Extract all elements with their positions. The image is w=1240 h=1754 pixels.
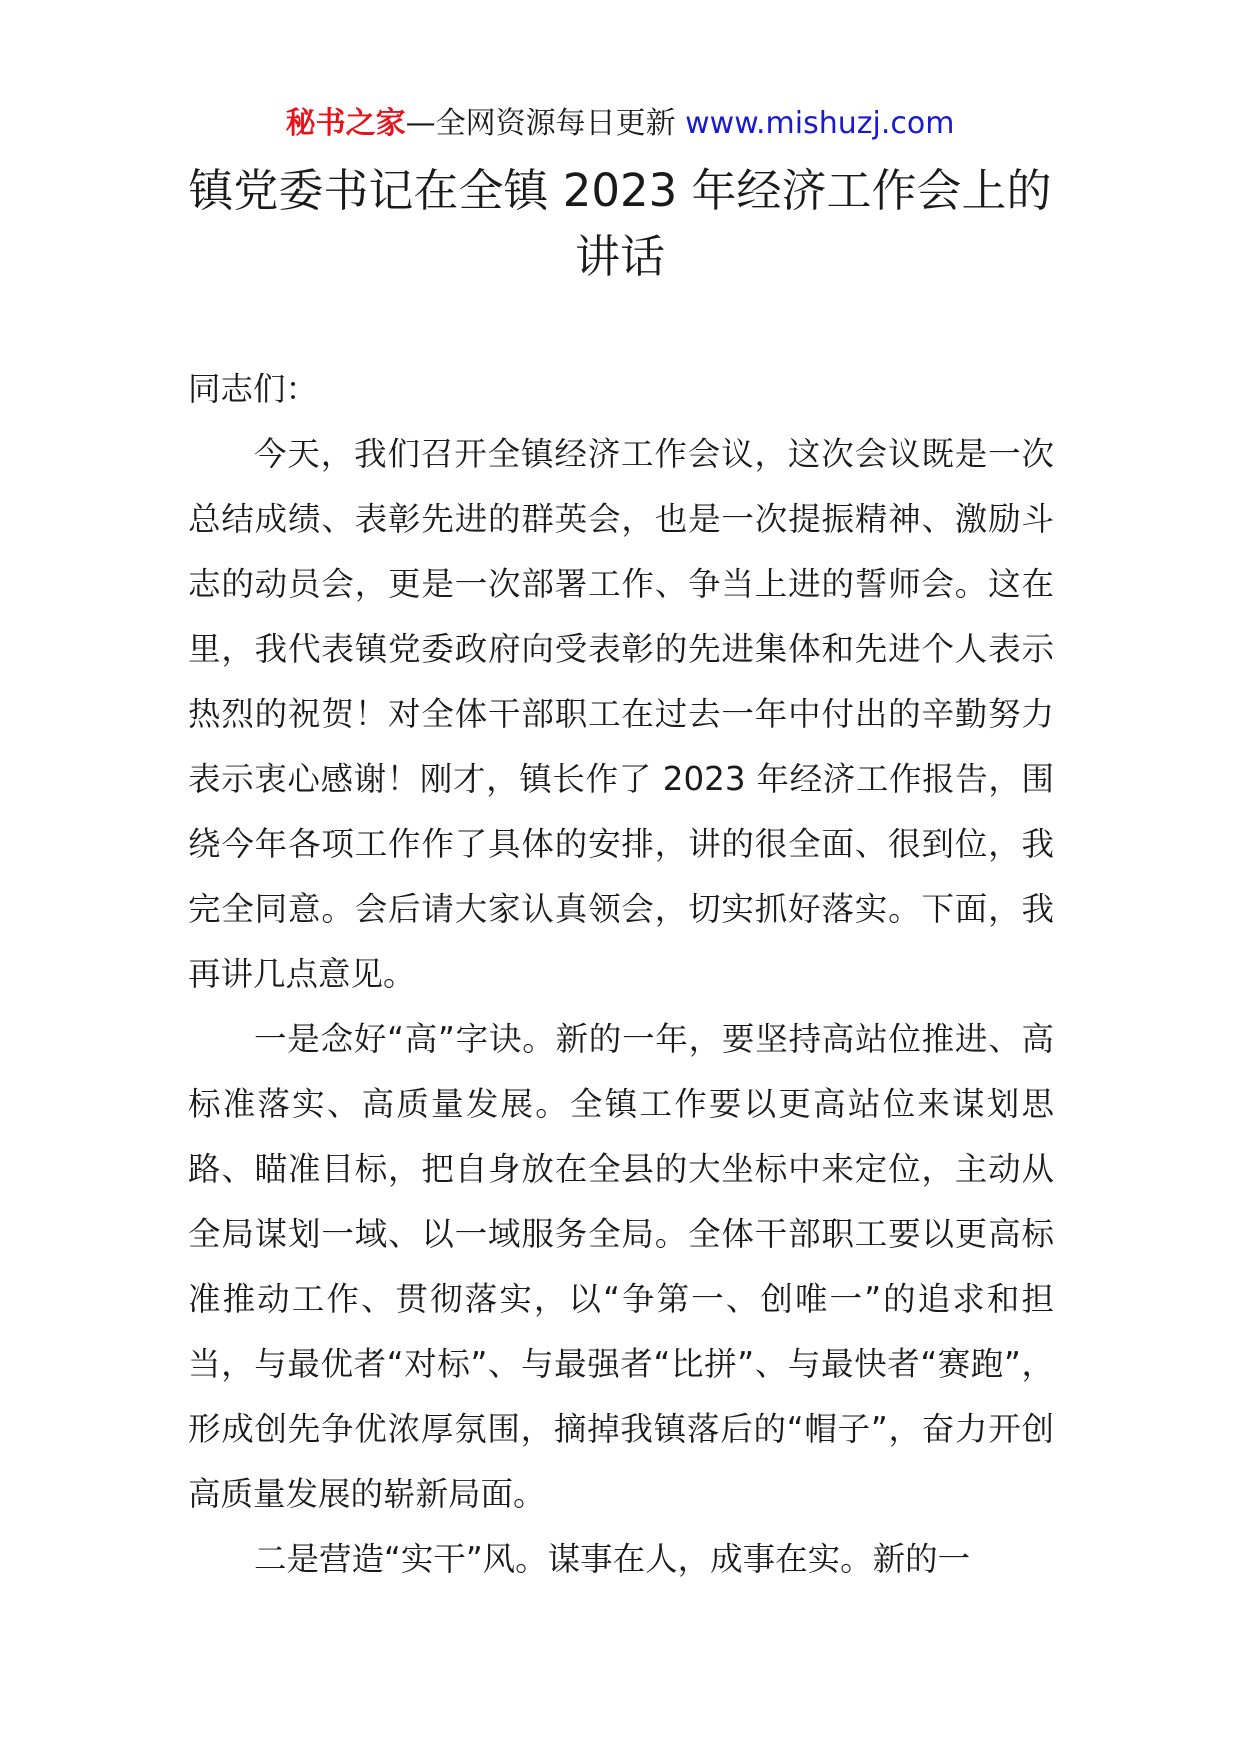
site-url-link[interactable]: www.mishuzj.com — [685, 106, 955, 141]
paragraph-point-one: 一是念好“高”字诀。新的一年，要坚持高站位推进、高标准落实、高质量发展。全镇工作要以更高站位来谋划思路、瞄准目标，把自身放在全县的大坐标中来定位，主动从全局谋划一域、以一域服务全局。全体干部职工要以更高标准推动工作、贯彻落实，以“争第一、创唯一”的追求和担当，与最优者“对标”、与最强者“比拼”、与最快者“赛跑”，形成创先争优浓厚氛围，摘掉我镇落后的“帽子”，奋力开创高质量发展的崭新局面。 — [188, 1020, 1054, 1513]
document-body — [188, 357, 1054, 1592]
header-tagline: —全网资源每日更新 — [405, 106, 686, 141]
salutation: 同志们： — [188, 370, 319, 408]
title-line-1: 镇党委书记在全镇 2023 年经济工作会上的 — [188, 164, 1052, 217]
document-title — [150, 158, 1090, 290]
brand-name: 秘书之家 — [285, 106, 406, 141]
site-header — [0, 104, 1240, 144]
paragraph-point-two: 二是营造“实干”风。谋事在人，成事在实。新的一 — [254, 1540, 971, 1578]
title-line-2: 讲话 — [574, 230, 665, 283]
paragraph-opening: 今天，我们召开全镇经济工作会议，这次会议既是一次总结成绩、表彰先进的群英会，也是一次提振精神、激励斗志的动员会，更是一次部署工作、争当上进的誓师会。这在里，我代表镇党委政府向受表彰的先进集体和先进个人表示热烈的祝贺！对全体干部职工在过去一年中付出的辛勤努力表示衷心感谢！刚才，镇长作了 2023 年经济工作报告，围绕今年各项工作作了具体的安排，讲的很全面、很到位，我完全同意。会后请大家认真领会，切实抓好落实。下面，我再讲几点意见。 — [188, 435, 1054, 993]
